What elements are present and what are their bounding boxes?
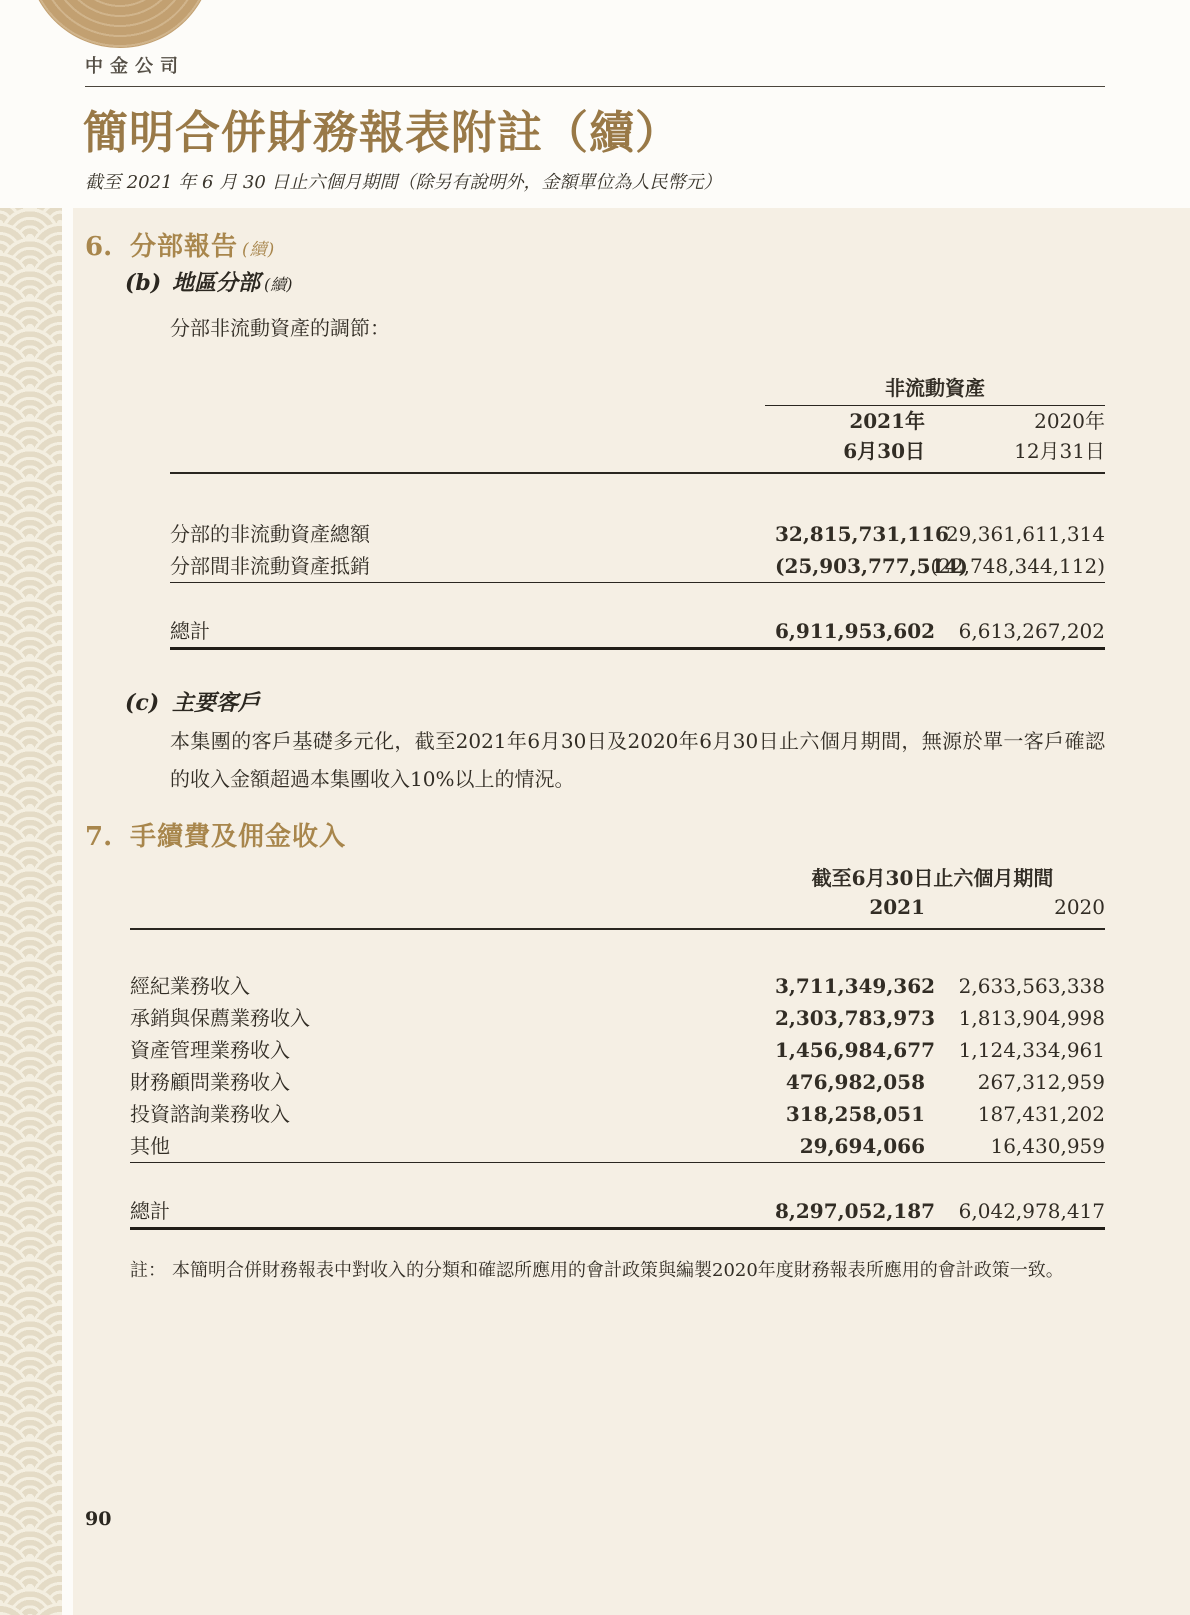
row-label: 財務顧問業務收入: [130, 1070, 290, 1094]
section6b-title: 地區分部: [172, 270, 261, 296]
row-value-2020: 29,361,611,314: [945, 522, 1105, 546]
note-text: 本簡明合併財務報表中對收入的分類和確認所應用的會計政策與編製2020年度財務報表所應用的會計政策一致。: [172, 1260, 1064, 1281]
table-row: [130, 1034, 1105, 1066]
row-label: 資產管理業務收入: [130, 1038, 290, 1062]
table1-col-2021-line2: 6月30日: [843, 439, 925, 463]
table2-colheader-row: [130, 892, 1105, 930]
table1-col-2020-line1: 2020年: [1034, 409, 1105, 433]
total-value-2020: 6,042,978,417: [958, 1199, 1105, 1223]
total-value-2020: 6,613,267,202: [958, 619, 1105, 643]
section6-title: 分部報告: [130, 232, 239, 262]
section6-continued: (續): [242, 240, 276, 260]
document-title: 簡明合併財務報表附註（續）: [83, 106, 682, 159]
section6c-heading: [125, 686, 260, 717]
row-value-2021: 29,694,066: [799, 1134, 925, 1158]
page-header-band: [0, 0, 1190, 208]
accounting-policy-note: [130, 1258, 1105, 1284]
total-value-2021: 6,911,953,602: [775, 619, 936, 643]
table2-bottom-rule: [130, 1227, 1105, 1230]
row-value-2021: 476,982,058: [785, 1070, 925, 1094]
row-value-2021: 2,303,783,973: [775, 1006, 936, 1030]
section7-heading: [85, 816, 346, 853]
table1-bottom-rule: [170, 647, 1105, 650]
row-value-2020: 267,312,959: [977, 1070, 1105, 1094]
table2-col-2021: 2021: [869, 895, 925, 919]
row-label: 投資諮詢業務收入: [130, 1102, 290, 1126]
company-logo-circle-icon: [27, 0, 213, 48]
header-divider: [85, 86, 1105, 87]
row-label: 分部的非流動資產總額: [170, 522, 370, 546]
page-content-band: [0, 208, 1190, 1615]
row-value-2020: 16,430,959: [990, 1134, 1105, 1158]
section6-number: 6.: [85, 232, 113, 262]
section6b-continued: (續): [264, 275, 293, 294]
total-label: 總計: [130, 1199, 170, 1223]
row-label: 經紀業務收入: [130, 974, 250, 998]
row-value-2020: 1,813,904,998: [958, 1006, 1105, 1030]
table1-colheader-row1: [170, 406, 1105, 436]
table2-col-2020: 2020: [1054, 895, 1105, 919]
total-value-2021: 8,297,052,187: [775, 1199, 936, 1223]
section7-number: 7.: [85, 822, 113, 852]
table1-col-2021-line1: 2021年: [849, 409, 925, 433]
row-value-2021: 3,711,349,362: [775, 974, 936, 998]
table1-colheader-row2: [170, 436, 1105, 474]
section6c-label: (c): [125, 690, 160, 716]
row-value-2020: 187,431,202: [977, 1102, 1105, 1126]
note-label: 註：: [130, 1260, 166, 1281]
wave-pattern-strip: [0, 208, 62, 1615]
section6-heading: [85, 226, 275, 263]
row-value-2021: 32,815,731,116: [775, 522, 949, 546]
section6b-label: (b): [125, 270, 162, 296]
section6c-title: 主要客戶: [172, 690, 261, 716]
section6b-intro: 分部非流動資產的調節：: [170, 316, 390, 340]
table-row: [130, 1002, 1105, 1034]
row-value-2021: 318,258,051: [785, 1102, 925, 1126]
row-value-2021: (25,903,777,514): [775, 554, 968, 578]
row-label: 分部間非流動資產抵銷: [170, 554, 370, 578]
row-label: 其他: [130, 1134, 170, 1158]
table2-total-row: [130, 1195, 1105, 1227]
table-row: [130, 1130, 1105, 1162]
row-label: 承銷與保薦業務收入: [130, 1006, 310, 1030]
row-value-2020: (22,748,344,112): [930, 554, 1105, 578]
page-number: 90: [85, 1508, 112, 1530]
table1-col-2020-line2: 12月31日: [1014, 439, 1105, 463]
table-row: [130, 970, 1105, 1002]
table2-group-header: 截至6月30日止六個月期間: [811, 866, 1054, 890]
table-row: [130, 1066, 1105, 1098]
table-row: [130, 1098, 1105, 1130]
company-name: 中金公司: [85, 56, 185, 77]
section6c-paragraph: 本集團的客戶基礎多元化，截至2021年6月30日及2020年6月30日止六個月期間，無源於單一客戶確認的收入金額超過本集團收入10%以上的情況。: [170, 729, 1105, 791]
table1-group-header: 非流動資產: [765, 375, 1105, 406]
document-subtitle: 截至 2021 年 6 月 30 日止六個月期間（除另有說明外，金額單位為人民幣元）: [85, 172, 722, 193]
section6b-heading: [125, 266, 293, 297]
row-value-2020: 1,124,334,961: [958, 1038, 1105, 1062]
noncurrent-assets-table: [170, 375, 1105, 650]
table-row: [170, 518, 1105, 550]
row-value-2021: 1,456,984,677: [775, 1038, 936, 1062]
row-value-2020: 2,633,563,338: [958, 974, 1105, 998]
section7-title: 手續費及佣金收入: [130, 822, 347, 852]
total-label: 總計: [170, 619, 210, 643]
fee-commission-table: [130, 864, 1105, 1230]
table1-total-row: [170, 615, 1105, 647]
pattern-strip-gutter: [62, 208, 73, 1615]
table-row: [170, 550, 1105, 582]
